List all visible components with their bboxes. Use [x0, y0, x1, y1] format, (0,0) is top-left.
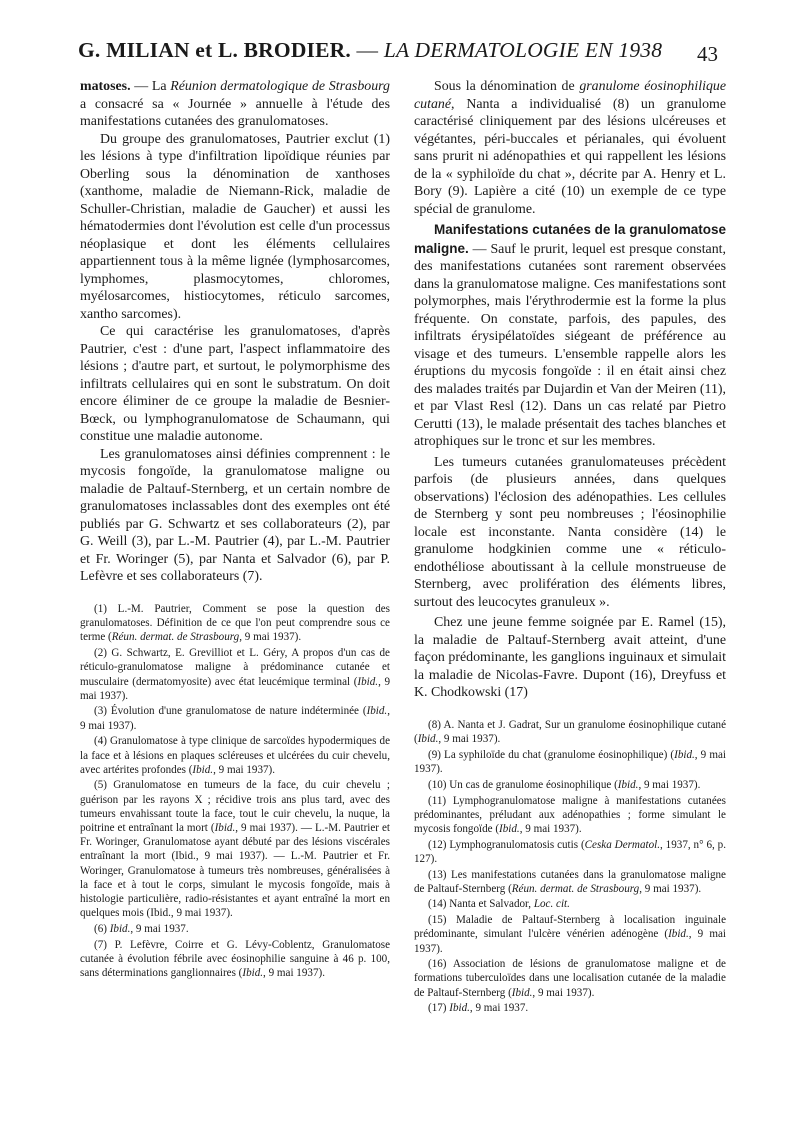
footnote: (15) Maladie de Paltauf-Sternberg à localisation inguinale prédominante, simulant l'ulcère vénérien adénogène (Ibid., 9 mai 1937).: [414, 914, 726, 955]
footnote: (16) Association de lésions de granulomatose maligne et de formations tuberculoïdes dans une localisation cutanée de la maladie de Paltauf-Sternberg (Ibid., 9 mai 1937).: [414, 958, 726, 999]
footnote: (8) A. Nanta et J. Gadrat, Sur un granulome éosinophilique cutané (Ibid., 9 mai 1937).: [414, 719, 726, 746]
running-header: [78, 38, 718, 78]
left-column: [80, 78, 390, 586]
footnote: (14) Nanta et Salvador, Loc. cit.: [428, 898, 570, 911]
paragraph-eosinophilic-granuloma: Sous la dénomination de granulome éosinophilique cutané, Nanta a individualisé (8) un granulome caractérisé cliniquement par des lésions ulcéreuses et végétantes, péri-buccales et périanales, qui évoluent sans prurit ni adénopathies et qui rappellent les lésions de la « syphiloïde du chat », décrite par A. Henry et L. Bory (9). Lapière a cité (10) un exemple de ce type spécial de granulome.: [414, 79, 727, 217]
footnote: (1) L.-M. Pautrier, Comment se pose la question des granulomatoses. Définition de ce que l'on peut comprendre sous ce terme (Réun. dermat. de Strasbourg, 9 mai 1937).: [80, 603, 390, 644]
footnote: (2) G. Schwartz, E. Grevilliot et L. Géry, A propos d'un cas de réticulo-granulomatose maligne à prédominance cutanée et musculaire (dermatomyosite) avec état leucémique terminal (Ibid., 9 mai 1937).: [80, 647, 391, 702]
section-heading: Manifestations cutanées de la granulomatose maligne.: [414, 222, 726, 256]
footnote: (4) Granulomatose à type clinique de sarcoïdes hypodermiques de la face et à lésions en plaques scléreuses et ulcérées du cuir chevelu, avec artérites profondes (Ibid., 9 mai 1937).: [80, 735, 390, 776]
footnote: (5) Granulomatose en tumeurs de la face, du cuir chevelu ; guérison par les rayons X ; récidive trois ans plus tard, avec des tumeurs envahissant toute la face, tout le cuir chevelu, la nuque, la poitrine et entraînant la mort (Ibid., 9 mai 1937). — L.-M. Pautrier et Fr. Woringer, Granulomatose ayant débuté par des lésions viscérales entraînant la mort (Ibid., 9 mai 1937). — L.-M. Pautrier et Fr. Woringer, Granulomatose à tumeurs très nombreuses, généralisées à la face et à tout le corps, simulant le mycosis fongoïde, mais à histologie particulière, radio-résistantes et ayant entraîné la mort en quelques mois (Ibid., 9 mai 1937).: [80, 779, 391, 920]
footnotes-right: [414, 718, 726, 1017]
footnote: (10) Un cas de granulome éosinophilique (Ibid., 9 mai 1937).: [428, 778, 701, 791]
footnote: (3) Évolution d'une granulomatose de nature indéterminée (Ibid., 9 mai 1937).: [80, 705, 390, 732]
footnote: (9) La syphiloïde du chat (granulome éosinophilique) (Ibid., 9 mai 1937).: [414, 748, 726, 776]
paragraph-ramel-case: Chez une jeune femme soignée par E. Ramel (15), la maladie de Paltauf-Sternberg avait atteint, d'une façon prédominante, les ganglions inguinaux et simulait la maladie de Nicolas-Favre. Dupont (16), Dreyfuss et K. Chodkowski (17): [414, 615, 726, 700]
footnote: (7) P. Lefèvre, Coirre et G. Lévy-Coblentz, Granulomatose cutanée à évolution fébrile avec éosinophilie sanguine à 46 p. 100, sans déterminations ganglionnaires (Ibid., 9 mai 1937).: [80, 938, 390, 980]
footnote: (13) Les manifestations cutanées dans la granulomatose maligne de Paltauf-Sternberg (Réun. dermat. de Strasbourg, 9 mai 1937).: [414, 868, 726, 895]
header-separator: —: [350, 38, 384, 62]
paragraph-cutaneous-manifestations: Manifestations cutanées de la granulomatose maligne. — Sauf le prurit, lequel est presque constant, des manifestations cutanées sont rarement observées dans la granulomatose maligne. Ces manifestations sont polymorphes, mais l'érythrodermie est la forme la plus fréquente. On constate, parfois, des papules, des infiltrats érysipélatoïdes siégeant de préférence au visage et des tumeurs. L'ensemble rappelle alors les éruptions du mycosis fongoïde : il en était ainsi chez des malades traités par Dujardin et Van der Meiren (11), et par Vlast Resl (12). Dans un cas relaté par Pietro Cerutti (13), le malade présentait des taches blanches et atrophiques sur le tronc et sur les membres.: [414, 222, 726, 449]
page-number: 43: [697, 42, 718, 66]
footnote: (11) Lymphogranulomatose maligne à manifestations cutanées prédominantes, préludant aux adénopathies ; forme simulant le mycosis fongoïde (Ibid., 9 mai 1937).: [414, 794, 726, 835]
footnote: (6) Ibid., 9 mai 1937.: [94, 922, 189, 935]
running-head: [78, 38, 662, 63]
paragraph-strasbourg: matoses. — La Réunion dermatologique de Strasbourg a consacré sa « Journée » annuelle à l'étude des manifestations cutanées des granulomatoses.: [80, 79, 390, 129]
paragraph-characteristics: Ce qui caractérise les granulomatoses, d'après Pautrier, c'est : d'une part, l'aspect inflammatoire des lésions ; d'autre part, et surtout, le polymorphisme des infiltrats cellulaires qui en sont le substratum. On doit encore éliminer de ce groupe la maladie de Besnier-Bœck, ou lymphogranulomatose de Schaumann, qui constitue une maladie autonome.: [80, 324, 390, 444]
paragraph-definition: Les granulomatoses ainsi définies comprennent : le mycosis fongoïde, la granulomatose maligne ou maladie de Paltauf-Sternberg, et un certain nombre de granulomatoses inclassables dont des exemples ont été publiés par G. Schwartz et ses collaborateurs (2), par G. Weill (3), par L.-M. Pautrier (4), par L.-M. Pautrier et Fr. Woringer (5), par Nanta et Salvador (6), par P. Lefèvre et ses collaborateurs (7).: [80, 446, 390, 584]
paragraph-lead: matoses.: [80, 79, 131, 94]
header-authors: G. MILIAN et L. BRODIER.: [78, 38, 351, 62]
footnote: (12) Lymphogranulomatosis cutis (Ceska Dermatol., 1937, n° 6, p. 127).: [414, 838, 727, 865]
paragraph-pautrier-exclusion: Du groupe des granulomatoses, Pautrier exclut (1) les lésions à type d'infiltration lipoïdique réunies par Oberling sous la dénomination de xanthoses (xanthome, maladie de Niemann-Rick, maladie de Schuller-Christian, maladie de Gaucher) et aussi les hématodermies dont l'évolution est celle d'un processus néoplasique et dont les éléments cellulaires appartiennent tous à la même lignée (lymphosarcomes, lymphomes, plasmocytomes, chloromes, myélosarcomes, histiocytomes, réticulo sarcomes, xantho sarcomes).: [80, 131, 390, 322]
footnote: (17) Ibid., 9 mai 1937.: [428, 1002, 529, 1015]
paragraph-tumours: Les tumeurs cutanées granulomateuses précèdent parfois (de plusieurs années, dans quelques observations) l'éclosion des adénopathies. Les cellules de Sternberg y sont peu nombreuses ; l'éosinophilie locale est inconstante. Nanta considère (14) le granulome hodgkinien comme une « réticulo-endothéliose aboutissant à la cellule monstrueuse de Sternberg, avec prolifération des éléments libres, surtout des leucocytes granuleux ».: [414, 454, 726, 610]
right-column: [414, 78, 726, 702]
footnotes-left: [80, 602, 390, 982]
header-journal-title: LA DERMATOLOGIE EN 1938: [383, 38, 663, 62]
